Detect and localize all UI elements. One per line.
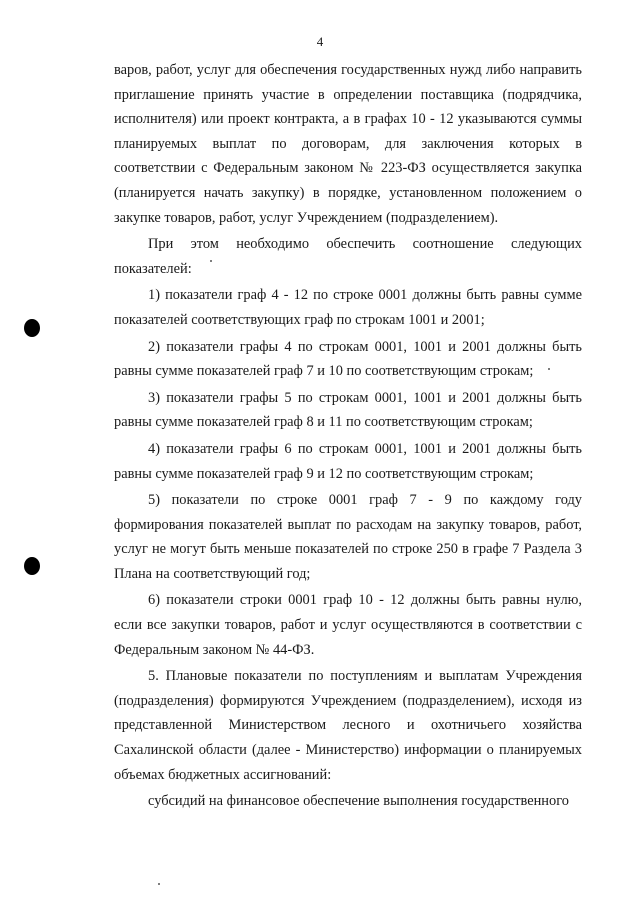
paragraph-intro: При этом необходимо обеспечить соотношение следующих показателей: — [114, 236, 582, 277]
punch-hole-mark — [24, 319, 40, 337]
paragraph-section-5: 5. Плановые показатели по поступлениям и выплатам Учреждения (подразделения) формируются Учреждением (подразделением), исходя из представленной Министерством лесного и охотничьего хозяйства Сахалинской области (далее - Министерство) информации о планируемых объемах бюджетных ассигнований: — [114, 668, 582, 783]
paragraph-continuation: варов, работ, услуг для обеспечения государственных нужд либо направить приглашение принять участие в определении поставщика (подрядчика, исполнителя) или проект контракта, а в графах 10 - 12 указываются суммы планируемых выплат по договорам, для заключения которых в соответствии с Федеральным законом № 223-ФЗ осуществляется закупка (планируется начать закупку) в порядке, установленном положением о закупке товаров, работ, услуг Учреждением (подразделением). — [114, 62, 582, 226]
list-item-6: 6) показатели строки 0001 граф 10 - 12 должны быть равны нулю, если все закупки товаров, работ и услуг осуществляются в соответствии с Федеральным законом № 44-ФЗ. — [114, 592, 582, 658]
list-item-1: 1) показатели граф 4 - 12 по строке 0001 должны быть равны сумме показателей соответствующих граф по строкам 1001 и 2001; — [114, 287, 582, 328]
paragraph-subsidies: субсидий на финансовое обеспечение выполнения государственного — [148, 793, 569, 810]
list-item-4: 4) показатели графы 6 по строкам 0001, 1001 и 2001 должны быть равны сумме показателей граф 9 и 12 по соответствующим строкам; — [114, 440, 582, 482]
scan-speck — [158, 883, 160, 885]
list-item-3: 3) показатели графы 5 по строкам 0001, 1001 и 2001 должны быть равны сумме показателей граф 8 и 11 по соответствующим строкам; — [114, 389, 582, 431]
document-body — [114, 58, 582, 814]
list-item-5: 5) показатели по строке 0001 граф 7 - 9 по каждому году формирования показателей выплат по расходам на закупку товаров, работ, услуг не могут быть меньше показателей по строке 250 в графе 7 Раздела 3 Плана на соответствующий год; — [114, 492, 582, 582]
punch-hole-mark — [24, 557, 40, 575]
scan-speck — [548, 368, 550, 370]
scan-speck — [210, 260, 212, 262]
list-item-2: 2) показатели графы 4 по строкам 0001, 1001 и 2001 должны быть равны сумме показателей граф 7 и 10 по соответствующим строкам; — [114, 338, 582, 380]
page-number: 4 — [316, 34, 324, 49]
